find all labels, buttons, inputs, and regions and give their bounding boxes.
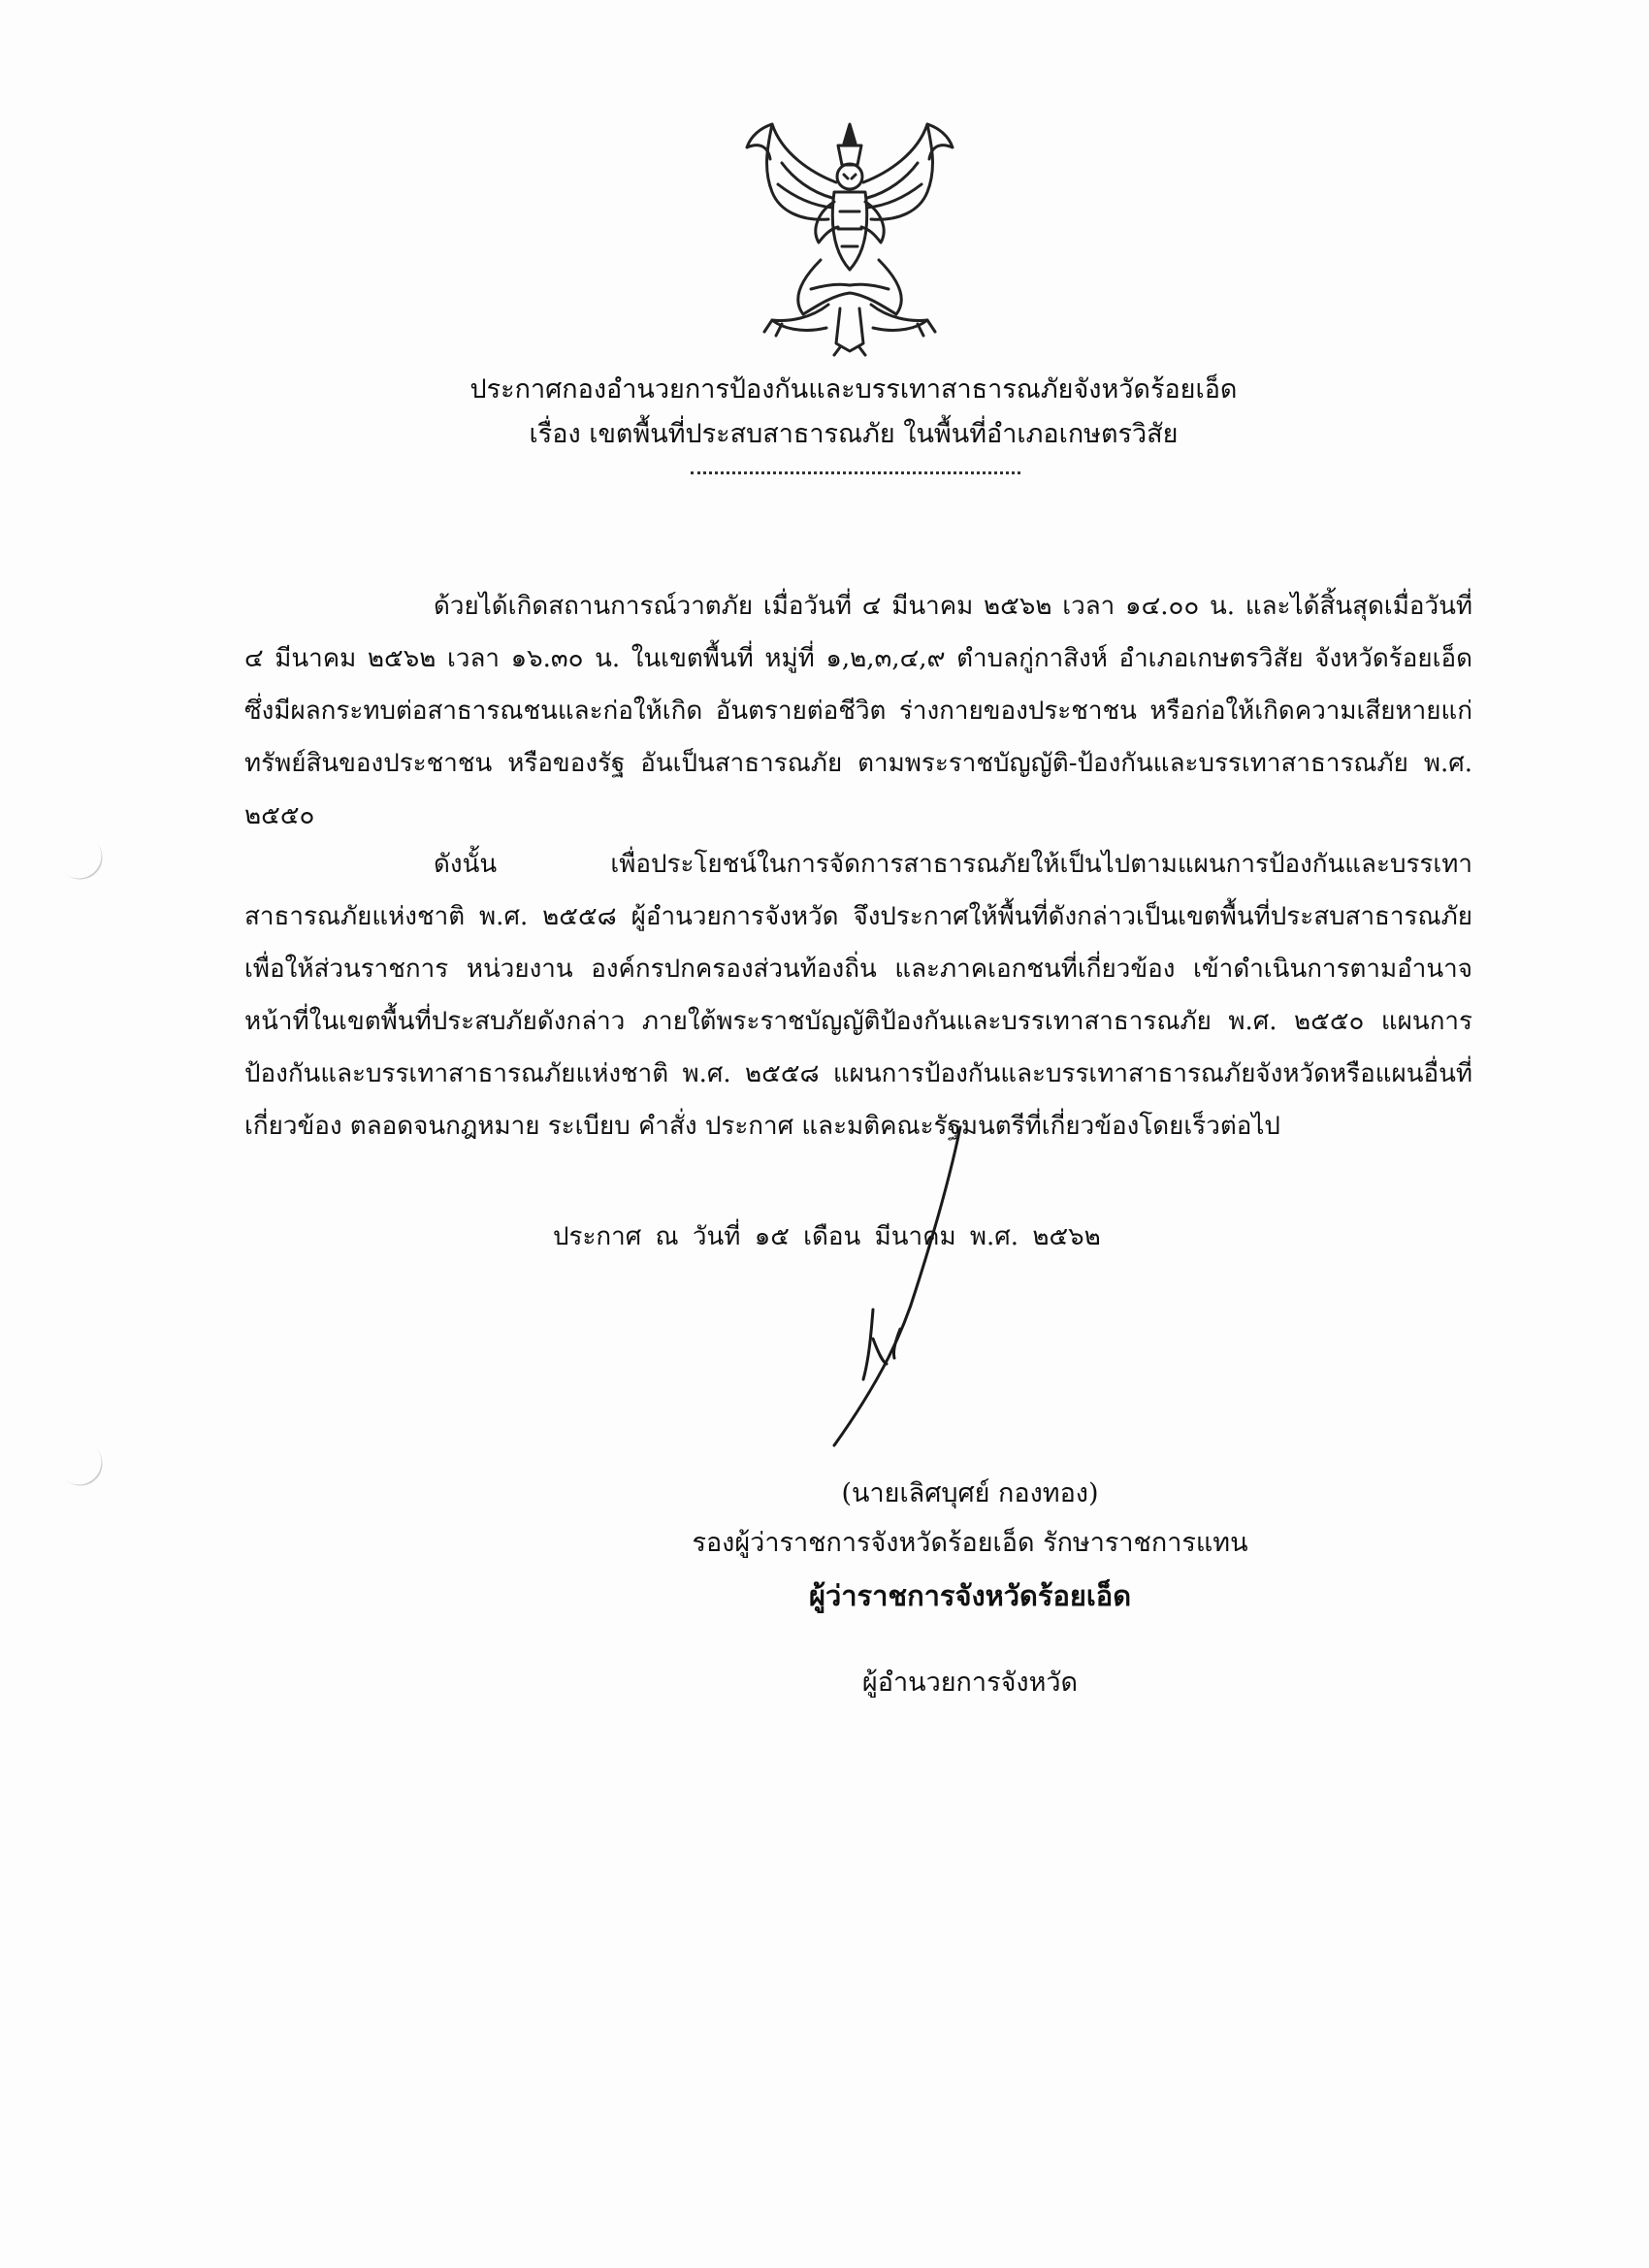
body-paragraph-1: ด้วยได้เกิดสถานการณ์วาตภัย เมื่อวันที่ ๔ มีนาคม ๒๕๖๒ เวลา ๑๔.๐๐ น. และได้สิ้นสุดเมื่อวันที่ ๔ มีนาคม ๒๕๖๒ เวลา ๑๖.๓๐ น. ในเขตพื้นที่ หมู่ที่ ๑,๒,๓,๔,๙ ตำบลกู่กาสิงห์ อำเภอเกษตรวิสัย จังหวัดร้อยเอ็ด ซึ่งมีผลกระทบต่อสาธารณชนและก่อให้เกิด อันตรายต่อชีวิต ร่างกายของประชาชน หรือก่อให้เกิดความเสียหายแก่ทรัพย์สินของประชาชน หรือของรัฐ อันเป็นสาธารณภัย ตามพระราชบัญญัติ-ป้องกันและบรรเทาสาธารณภัย พ.ศ. ๒๕๕๐	[244, 592, 1472, 830]
signatory-title: ผู้ว่าราชการจังหวัดร้อยเอ็ด	[808, 1579, 1132, 1612]
body-paragraph-2: ดังนั้น เพื่อประโยชน์ในการจัดการสาธารณภัยให้เป็นไปตามแผนการป้องกันและบรรเทาสาธารณภัยแห่งชาติ พ.ศ. ๒๕๕๘ ผู้อำนวยการจังหวัด จึงประกาศให้พื้นที่ดังกล่าวเป็นเขตพื้นที่ประสบสาธารณภัย เพื่อให้ส่วนราชการ หน่วยงาน องค์กรปกครองส่วนท้องถิ่น และภาคเอกชนที่เกี่ยวข้อง เข้าดำเนินการตามอำนาจหน้าที่ในเขตพื้นที่ประสบภัยดังกล่าว ภายใต้พระราชบัญญัติป้องกันและบรรเทาสาธารณภัย พ.ศ. ๒๕๕๐ แผนการป้องกันและบรรเทาสาธารณภัยแห่งชาติ พ.ศ. ๒๕๕๘ แผนการป้องกันและบรรเทาสาธารณภัยจังหวัดหรือแผนอื่นที่เกี่ยวข้อง ตลอดจนกฎหมาย ระเบียบ คำสั่ง ประกาศ และมติคณะรัฐมนตรีที่เกี่ยวข้องโดยเร็วต่อไป	[244, 850, 1472, 1141]
signatory-name: (นายเลิศบุศย์ กองทอง)	[841, 1478, 1099, 1508]
punch-hole-mark	[48, 1431, 112, 1495]
garuda-emblem-icon	[743, 114, 956, 357]
announcement-subject: เรื่อง เขตพื้นที่ประสบสาธารณภัย ในพื้นที่อำเภอเกษตรวิสัย	[529, 419, 1179, 449]
signatory-role: ผู้อำนวยการจังหวัด	[861, 1668, 1079, 1698]
handwritten-signature	[815, 1125, 989, 1455]
announcement-title: ประกาศกองอำนวยการป้องกันและบรรเทาสาธารณภัยจังหวัดร้อยเอ็ด	[469, 374, 1238, 405]
punch-hole-mark	[48, 825, 112, 889]
title-divider	[691, 471, 1020, 474]
announcement-dateline: ประกาศ ณ วันที่ ๑๕ เดือน มีนาคม พ.ศ. ๒๕๖๒	[553, 1222, 1101, 1251]
signatory-position: รองผู้ว่าราชการจังหวัดร้อยเอ็ด รักษาราชการแทน	[692, 1528, 1248, 1558]
